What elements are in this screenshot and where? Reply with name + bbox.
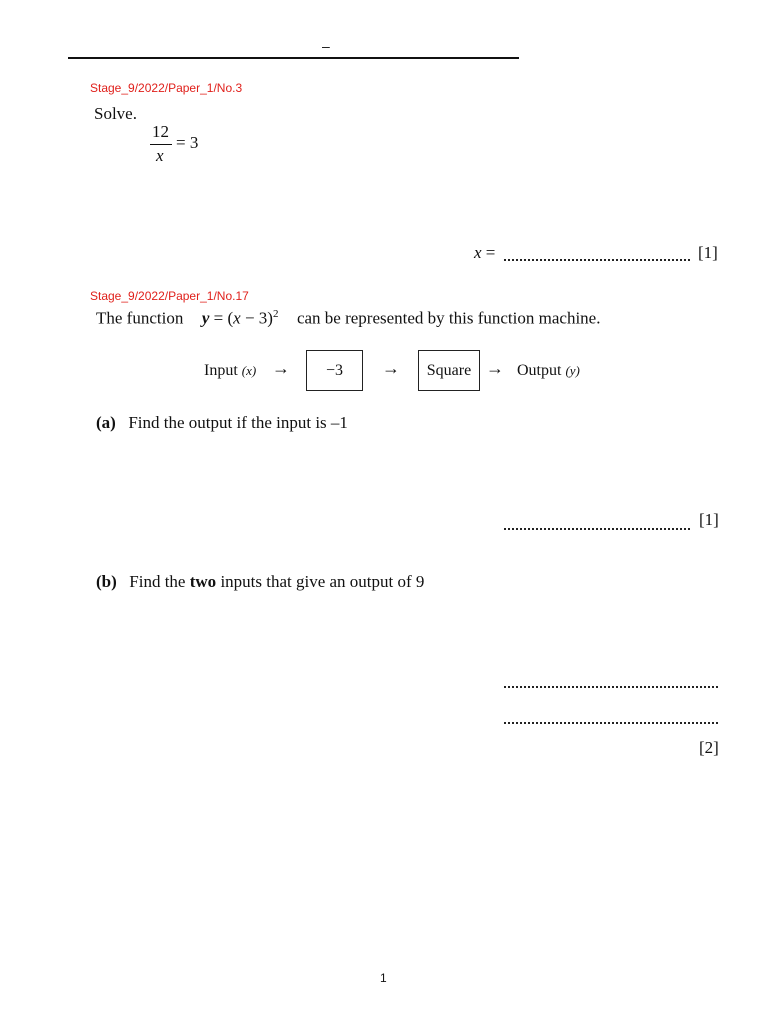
q2-intro — [96, 308, 600, 329]
part-b-text-pre: Find the — [129, 572, 186, 591]
q1-answer-eq: = — [485, 243, 496, 262]
q1-numerator: 12 — [152, 122, 169, 141]
part-b-text-bold: two — [189, 572, 217, 591]
q2-intro-b: can be represented by this function machine. — [296, 308, 601, 328]
part-b-answer-line-1[interactable] — [504, 686, 718, 688]
q1-denominator: x — [156, 146, 164, 165]
q1-equation — [148, 122, 218, 172]
part-b — [96, 572, 424, 592]
header-rule — [68, 57, 519, 59]
part-a-marks: [1] — [699, 510, 719, 529]
machine-output-label: Output (y) — [517, 362, 580, 379]
part-b-answer-line-2[interactable] — [504, 722, 718, 724]
page-number: 1 — [380, 971, 387, 985]
q2-function-rest: − 3) — [244, 308, 273, 328]
part-b-marks: [2] — [699, 738, 719, 757]
part-a-answer-line[interactable] — [504, 528, 690, 530]
part-a-text: Find the output if the input is –1 — [128, 413, 348, 432]
q1-reference: Stage_9/2022/Paper_1/No.3 — [90, 81, 243, 95]
q1-answer-line[interactable] — [504, 259, 690, 261]
q2-intro-a: The function — [96, 308, 184, 328]
q2-reference: Stage_9/2022/Paper_1/No.17 — [90, 289, 249, 303]
machine-box-subtract: −3 — [306, 350, 363, 391]
machine-arrow-3: → — [486, 358, 504, 378]
q2-function-x: x — [233, 308, 241, 328]
machine-arrow-1: → — [272, 358, 290, 378]
header-mark: – — [322, 38, 330, 54]
q1-answer-label — [474, 243, 495, 263]
part-a-label: (a) — [96, 413, 116, 432]
part-b-text-post: inputs that give an output of 9 — [220, 572, 425, 591]
q1-instruction: Solve. — [94, 104, 137, 123]
machine-input-label: Input (x) — [204, 362, 257, 379]
q2-function-exponent: 2 — [272, 308, 279, 320]
part-a — [96, 413, 348, 433]
q1-marks: [1] — [698, 243, 718, 262]
q1-fraction-bar — [150, 144, 172, 145]
machine-arrow-2: → — [382, 358, 400, 378]
machine-box-square: Square — [418, 350, 480, 391]
q2-function-eq: = ( — [213, 308, 234, 328]
q1-rhs: = 3 — [176, 133, 199, 152]
part-b-label: (b) — [96, 572, 117, 591]
q1-answer-var: x — [474, 243, 482, 262]
q2-function-y: y — [201, 308, 210, 328]
